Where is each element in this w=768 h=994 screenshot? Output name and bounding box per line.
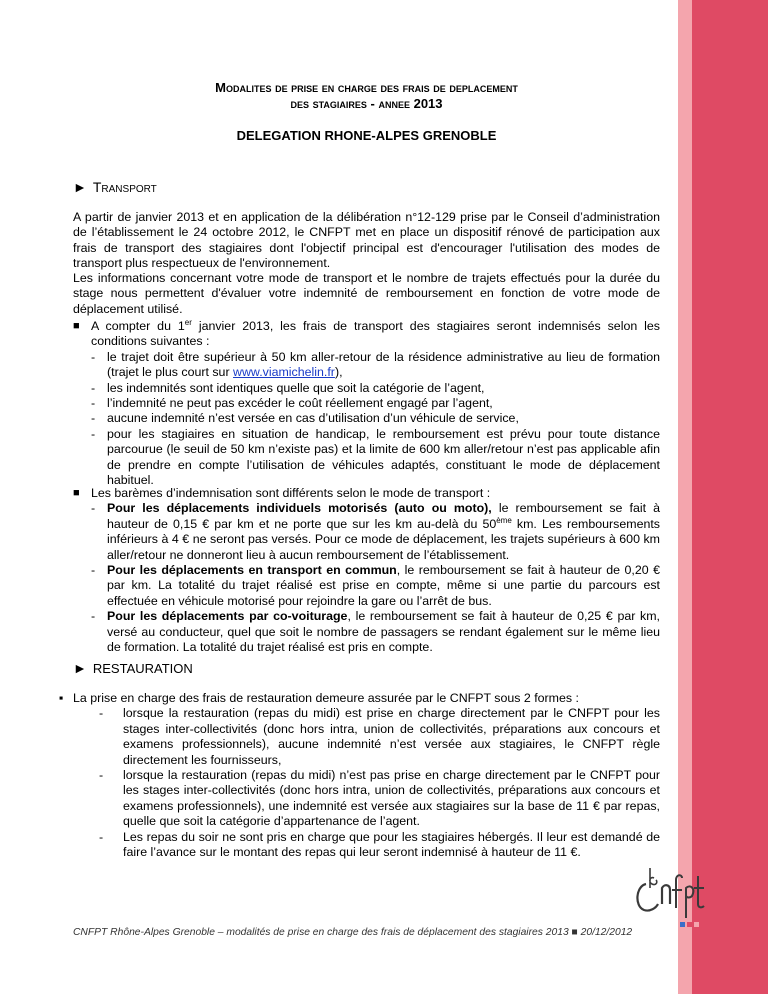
bullet-item: [73, 319, 660, 350]
bold-text: Pour les déplacements individuels motorisés (auto ou moto),: [107, 501, 492, 516]
list-item: - Pour les déplacements individuels motorisés (auto ou moto), le remboursement se fait à hauteur de 0,15 € par km et ne porte que sur les km au-delà du 50ème km. Les remboursements inférieurs à 4 € ne seront pas versés. Pour ce mode de déplacement, les trajets supérieurs à 600 km aller/retour ne donneront lieu à aucun remboursement de l’établissement.: [91, 501, 660, 562]
document-title-line1: Modalites de prise en charge des frais de deplacement: [215, 80, 518, 95]
right-band-dark: [692, 0, 768, 994]
list-item: - aucune indemnité n’est versée en cas d’utilisation d’un véhicule de service,: [91, 411, 660, 426]
page-footer: CNFPT Rhône-Alpes Grenoble – modalités de prise en charge des frais de déplacement des stagiaires 2013 ■ 20/12/2012: [73, 927, 633, 938]
arrow-right-icon: ►: [73, 660, 87, 676]
text: A compter du 1: [91, 319, 185, 333]
bold-text: Pour les déplacements en transport en commun: [107, 563, 397, 578]
list-item: - les indemnités sont identiques quelle que soit la catégorie de l’agent,: [91, 381, 660, 396]
transport-intro-1: A partir de janvier 2013 et en application de la délibération n°12-129 prise par le Conseil d’administration de l’établissement le 24 octobre 2012, le CNFPT met en place un dispositif rénové de participation aux frais de transport des stagiaires dont l'objectif principal est d'encourager l'utilisation des modes de transport plus respectueux de l'environnement.: [73, 210, 660, 271]
text: , le remboursement se fait à hauteur de 0,25 € par km, versé au conducteur, quel que soit le nombre de passagers se rendant également sur le même lieu de formation. La totalité du trajet réalisé est pris en compte.: [107, 609, 660, 655]
bold-text: Pour les déplacements par co-voiturage: [107, 609, 348, 624]
text: lorsque la restauration (repas du midi) n’est pas prise en charge directement par le CNFPT pour les stages inter-collectivités (donc hors intra, union de collectivités, préparations aux concours et examens professionnels), une indemnité est versée aux stagiaires sur la base de 11 € par repas, quelle que soit la catégorie d’appartenance de l’agent.: [123, 768, 660, 829]
text: l’indemnité ne peut pas excéder le coût réellement engagé par l’agent,: [107, 396, 493, 411]
restauration-heading-text: RESTAURATION: [92, 661, 193, 676]
text: aucune indemnité n’est versée en cas d’utilisation d’un véhicule de service,: [107, 411, 519, 426]
text: ),: [334, 365, 343, 380]
list-item: - Les repas du soir ne sont pris en charge que pour les stagiaires hébergés. Il leur est demandé de faire l’avance sur le montant des repas qui leur seront indemnisé à hauteur de 11 €.: [99, 829, 660, 860]
restauration-intro: [59, 691, 660, 706]
text: lorsque la restauration (repas du midi) est prise en charge directement par le CNFPT pour les stages inter-collectivités (donc hors intra, union de collectivités, préparations aux concours et examens professionnels), aucune indemnité n’est versée aux stagiaires, le CNFPT règle directement les fournisseurs,: [123, 706, 660, 767]
transport-heading-text: Transport: [92, 179, 157, 195]
section-heading-restauration: [73, 661, 193, 676]
arrow-right-icon: ►: [73, 179, 87, 195]
text: Les barèmes d’indemnisation sont différents selon le mode de transport :: [91, 486, 491, 500]
text: Les repas du soir ne sont pris en charge que pour les stagiaires hébergés. Il leur est demandé de faire l’avance sur le montant des repas qui leur seront indemnisé à hauteur de 11 €.: [123, 829, 660, 860]
text: La prise en charge des frais de restauration demeure assurée par le CNFPT sous 2 formes :: [73, 691, 579, 705]
list-item: - Pour les déplacements par co-voiturage, le remboursement se fait à hauteur de 0,25 € par km, versé au conducteur, quel que soit le nombre de passagers se rendant également sur le même lieu de formation. La totalité du trajet réalisé est pris en compte.: [91, 609, 660, 655]
text: , le remboursement se fait à hauteur de 0,20 € par km. La totalité du trajet réalisé est prise en compte, même si une partie du parcours est effectuée en véhicule motorisé pour rejoindre la gare ou l’arrêt de bus.: [107, 563, 660, 608]
right-band-light: [678, 0, 692, 994]
list-item: - lorsque la restauration (repas du midi) est prise en charge directement par le CNFPT pour les stages inter-collectivités (donc hors intra, union de collectivités, préparations aux concours et examens professionnels), aucune indemnité n’est versée aux stagiaires, le CNFPT règle directement les fournisseurs,: [99, 706, 660, 767]
list-item: - pour les stagiaires en situation de handicap, le remboursement est prévu pour toute distance parcourue (le seuil de 50 km n’existe pas) et la limite de 600 km aller/retour n’est pas applicable afin de prendre en compte l’utilisation de véhicules adaptés, constituant le mode de déplacement habituel.: [91, 426, 660, 488]
delegation-title: DELEGATION RHONE-ALPES GRENOBLE: [236, 128, 497, 143]
list-item: - le trajet doit être supérieur à 50 km aller-retour de la résidence administrative au lieu de formation (trajet le plus court sur www.viamichelin.fr),: [91, 349, 660, 380]
text: pour les stagiaires en situation de handicap, le remboursement est prévu pour toute distance parcourue (le seuil de 50 km n’existe pas) et la limite de 600 km aller/retour n’est pas applicable afin de prendre en compte l’utilisation de véhicules adaptés, constituant le mode de déplacement habituel.: [107, 426, 660, 488]
text: le remboursement se fait à hauteur de 0,15 € par km et ne porte que sur les km au-delà du 50: [107, 501, 660, 531]
logo-square-red: [687, 922, 692, 927]
restauration-content: [59, 691, 660, 860]
text: janvier 2013, les frais de transport des stagiaires seront indemnisés selon les conditions suivantes :: [91, 319, 660, 349]
viamichelin-link[interactable]: www.viamichelin.fr: [233, 365, 335, 380]
square-bullet-icon: ■: [73, 487, 80, 499]
text: le trajet doit être supérieur à 50 km aller-retour de la résidence administrative au lieu de formation (trajet le plus court sur: [107, 349, 660, 380]
transport-rates: [73, 486, 660, 655]
section-heading-transport: [73, 180, 157, 195]
superscript: ème: [496, 515, 512, 525]
list-item: - Pour les déplacements en transport en commun, le remboursement se fait à hauteur de 0,20 € par km. La totalité du trajet réalisé est prise en compte, même si une partie du parcours est effectuée en véhicule motorisé pour rejoindre la gare ou l’arrêt de bus.: [91, 563, 660, 608]
transport-conditions: [73, 319, 660, 488]
list-item: - l’indemnité ne peut pas excéder le coût réellement engagé par l’agent,: [91, 396, 660, 411]
logo-square-pink: [694, 922, 699, 927]
square-bullet-icon: ■: [73, 320, 80, 332]
logo-square-blue: [680, 922, 685, 927]
list-item: - lorsque la restauration (repas du midi) n’est pas prise en charge directement par le CNFPT pour les stages inter-collectivités (donc hors intra, union de collectivités, préparations aux concours et examens professionnels), une indemnité est versée aux stagiaires sur la base de 11 € par repas, quelle que soit la catégorie d’appartenance de l’agent.: [99, 768, 660, 829]
text: les indemnités sont identiques quelle que soit la catégorie de l’agent,: [107, 380, 485, 395]
superscript: er: [184, 317, 192, 327]
bullet-item: [73, 486, 660, 501]
dot-bullet-icon: ▪: [59, 691, 64, 705]
transport-intro-2: Les informations concernant votre mode de transport et le nombre de trajets effectués pour la durée du stage nous permettent d'évaluer votre indemnité de remboursement en fonction de votre mode de déplacement utilisé.: [73, 271, 660, 316]
cnfpt-logo: [630, 858, 710, 938]
document-title-line2: des stagiaires - annee 2013: [290, 96, 443, 111]
text: km. Les remboursements inférieurs à 4 € ne seront pas versés. Pour ce mode de déplacement, les trajets supérieurs à 600 km aller/retour ne donneront lieu à aucun remboursement de l’établissement.: [107, 516, 660, 562]
